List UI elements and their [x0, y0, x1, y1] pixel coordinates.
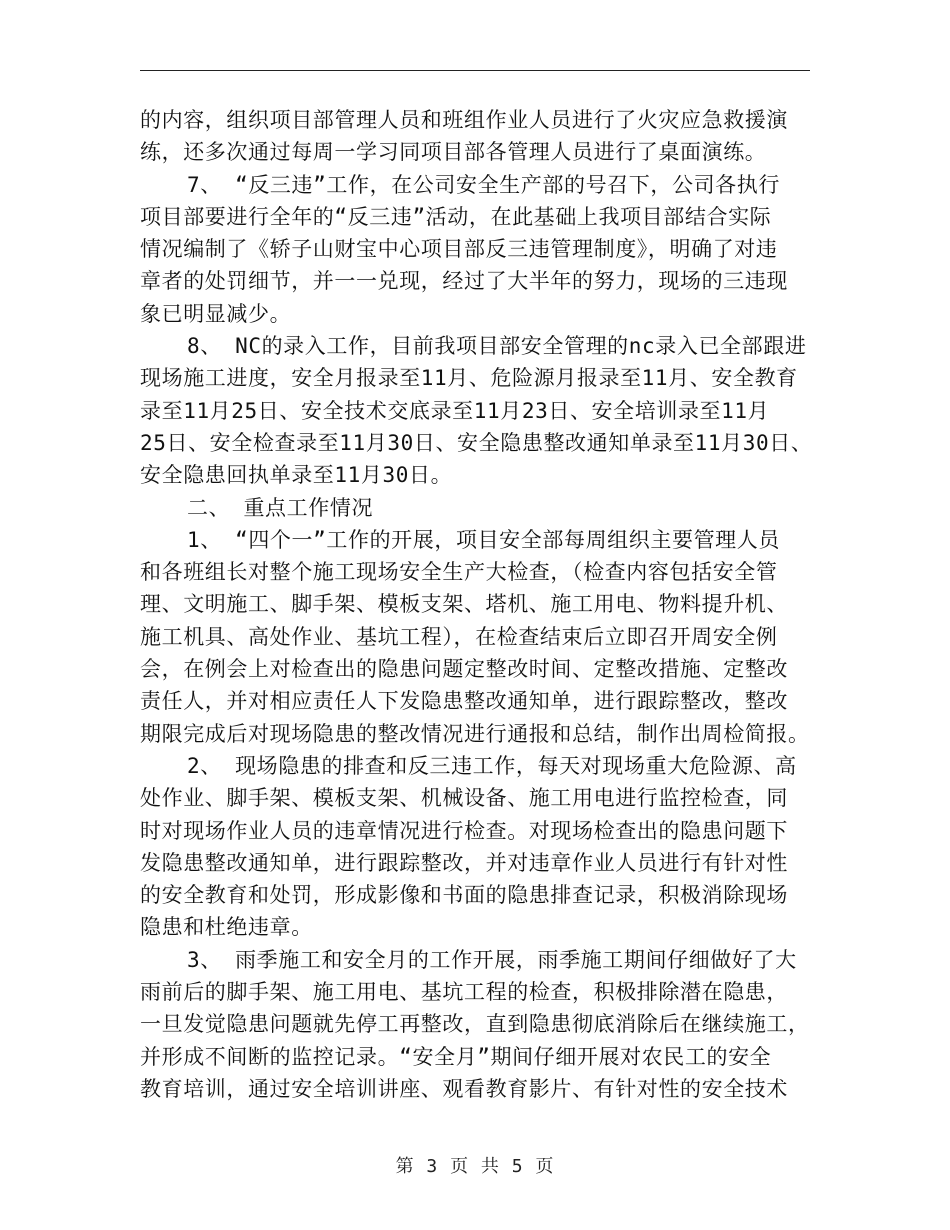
- text-line: 和各班组长对整个施工现场安全生产大检查，（检查内容包括安全管: [140, 560, 778, 585]
- text-line: 会，在例会上对检查出的隐患问题定整改时间、定整改措施、定整改: [140, 657, 788, 682]
- header-rule: [140, 70, 810, 71]
- text-line: 8、 NC的录入工作，目前我项目部安全管理的nc录入已全部跟进: [187, 334, 807, 359]
- text-line: 理、文明施工、脚手架、模板支架、塔机、施工用电、物料提升机、: [140, 592, 788, 617]
- text-line: 7、 “反三违”工作，在公司安全生产部的号召下，公司各执行: [187, 172, 780, 197]
- text-line: 25日、安全检查录至11月30日、安全隐患整改通知单录至11月30日、: [140, 430, 813, 455]
- text-line: 情况编制了《轿子山财宝中心项目部反三违管理制度》，明确了对违: [140, 237, 778, 262]
- text-line: 教育培训，通过安全培训讲座、观看教育影片、有针对性的安全技术: [140, 1076, 788, 1101]
- text-line: 期限完成后对现场隐患的整改情况进行通报和总结，制作出周检简报。: [140, 721, 810, 746]
- document-body: [140, 104, 830, 1105]
- text-line: 2、 现场隐患的排查和反三违工作，每天对现场重大危险源、高: [187, 753, 797, 778]
- text-line: 象已明显减少。: [140, 301, 292, 326]
- text-line: 练，还多次通过每周一学习同项目部各管理人员进行了桌面演练。: [140, 140, 767, 165]
- text-line: 现场施工进度，安全月报录至11月、危险源月报录至11月、安全教育: [140, 366, 798, 391]
- text-line: 1、 “四个一”工作的开展，项目安全部每周组织主要管理人员: [187, 527, 780, 552]
- text-line: 发隐患整改通知单，进行跟踪整改，并对违章作业人员进行有针对性: [140, 850, 788, 875]
- text-line: 章者的处罚细节，并一一兑现，经过了大半年的努力，现场的三违现: [140, 269, 788, 294]
- text-line: 一旦发觉隐患问题就先停工再整改，直到隐患彻底消除后在继续施工，: [140, 1012, 810, 1037]
- text-line: 3、 雨季施工和安全月的工作开展，雨季施工期间仔细做好了大: [187, 947, 797, 972]
- text-line: 的安全教育和处罚，形成影像和书面的隐患排查记录，积极消除现场: [140, 883, 788, 908]
- text-line: 隐患和杜绝违章。: [140, 915, 313, 940]
- text-line: 雨前后的脚手架、施工用电、基坑工程的检查，积极排除潜在隐患，: [140, 980, 788, 1005]
- text-line: 时对现场作业人员的违章情况进行检查。对现场检查出的隐患问题下: [140, 818, 788, 843]
- text-line: 责任人，并对相应责任人下发隐患整改通知单，进行跟踪整改，整改: [140, 689, 788, 714]
- text-line: 项目部要进行全年的“反三违”活动，在此基础上我项目部结合实际: [140, 204, 772, 229]
- text-line: 并形成不间断的监控记录。“安全月”期间仔细开展对农民工的安全: [140, 1044, 772, 1069]
- text-line: 施工机具、高处作业、基坑工程），在检查结束后立即召开周安全例: [140, 624, 778, 649]
- text-line: 的内容，组织项目部管理人员和班组作业人员进行了火灾应急救援演: [140, 108, 788, 132]
- text-line: 二、 重点工作情况: [187, 495, 374, 520]
- text-line: 录至11月25日、安全技术交底录至11月23日、安全培训录至11月: [140, 398, 770, 423]
- page-footer: 第 3 页 共 5 页: [395, 1156, 555, 1177]
- text-line: 安全隐患回执单录至11月30日。: [140, 463, 453, 488]
- text-line: 处作业、脚手架、模板支架、机械设备、施工用电进行监控检查，同: [140, 786, 788, 811]
